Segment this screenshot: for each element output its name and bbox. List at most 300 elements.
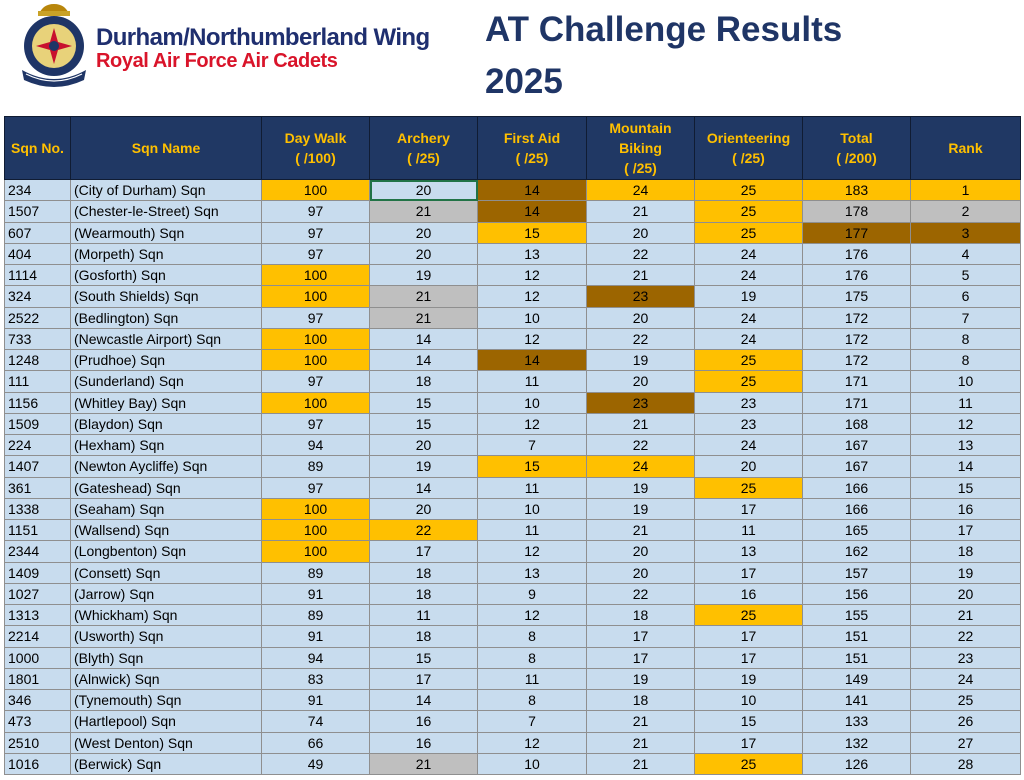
rank-cell[interactable]: 5	[911, 265, 1021, 286]
mountain-biking-cell[interactable]: 18	[587, 605, 695, 626]
sqn-no-cell[interactable]: 2344	[5, 541, 71, 562]
archery-cell[interactable]: 20	[370, 180, 478, 201]
mountain-biking-cell[interactable]: 22	[587, 328, 695, 349]
archery-cell[interactable]: 15	[370, 392, 478, 413]
total-cell[interactable]: 167	[803, 435, 911, 456]
rank-cell[interactable]: 16	[911, 498, 1021, 519]
total-cell[interactable]: 162	[803, 541, 911, 562]
first-aid-cell[interactable]: 14	[478, 350, 587, 371]
orienteering-cell[interactable]: 16	[695, 583, 803, 604]
header-row	[5, 117, 1021, 180]
rank-cell[interactable]: 27	[911, 732, 1021, 753]
day-walk-cell[interactable]: 100	[262, 350, 370, 371]
sqn-name-cell[interactable]: (West Denton) Sqn	[71, 732, 262, 753]
first-aid-cell[interactable]: 12	[478, 605, 587, 626]
column-header-text: Rank	[948, 140, 983, 156]
sqn-no-cell[interactable]: 1156	[5, 392, 71, 413]
sqn-name-cell[interactable]: (Tynemouth) Sqn	[71, 690, 262, 711]
total-cell[interactable]: 171	[803, 392, 911, 413]
mountain-biking-cell[interactable]: 21	[587, 201, 695, 222]
orienteering-cell[interactable]: 13	[695, 541, 803, 562]
day-walk-cell[interactable]: 66	[262, 732, 370, 753]
sqn-name-cell[interactable]: (Whitley Bay) Sqn	[71, 392, 262, 413]
mountain-biking-cell[interactable]: 19	[587, 668, 695, 689]
sqn-no-cell[interactable]: 2510	[5, 732, 71, 753]
mountain-biking-cell[interactable]: 20	[587, 562, 695, 583]
archery-cell[interactable]: 19	[370, 456, 478, 477]
first-aid-cell[interactable]: 14	[478, 180, 587, 201]
table-row	[5, 435, 1021, 456]
total-cell[interactable]: 166	[803, 477, 911, 498]
sqn-no-cell[interactable]: 111	[5, 371, 71, 392]
archery-cell[interactable]: 22	[370, 520, 478, 541]
first-aid-cell[interactable]: 7	[478, 435, 587, 456]
day-walk-cell[interactable]: 97	[262, 413, 370, 434]
sqn-name-cell[interactable]: (South Shields) Sqn	[71, 286, 262, 307]
rank-cell[interactable]: 24	[911, 668, 1021, 689]
first-aid-cell[interactable]: 8	[478, 626, 587, 647]
first-aid-cell[interactable]: 9	[478, 583, 587, 604]
column-header-first-aid[interactable]	[478, 117, 587, 180]
column-header-rank[interactable]	[911, 117, 1021, 180]
orienteering-cell[interactable]: 25	[695, 477, 803, 498]
sqn-name-cell[interactable]: (City of Durham) Sqn	[71, 180, 262, 201]
table-row	[5, 562, 1021, 583]
day-walk-cell[interactable]: 97	[262, 201, 370, 222]
rank-cell[interactable]: 2	[911, 201, 1021, 222]
total-cell[interactable]: 155	[803, 605, 911, 626]
sqn-no-cell[interactable]: 2214	[5, 626, 71, 647]
title-line-2: 2025	[485, 62, 563, 101]
rank-cell[interactable]: 14	[911, 456, 1021, 477]
sqn-no-cell[interactable]: 404	[5, 243, 71, 264]
table-row	[5, 690, 1021, 711]
rank-cell[interactable]: 8	[911, 328, 1021, 349]
sqn-name-cell[interactable]: (Gosforth) Sqn	[71, 265, 262, 286]
archery-cell[interactable]: 11	[370, 605, 478, 626]
column-header-sqn-no[interactable]	[5, 117, 71, 180]
table-row	[5, 498, 1021, 519]
archery-cell[interactable]: 18	[370, 583, 478, 604]
column-header-text: First Aid	[503, 130, 561, 146]
day-walk-cell[interactable]: 97	[262, 222, 370, 243]
table-row	[5, 328, 1021, 349]
sqn-no-cell[interactable]: 1409	[5, 562, 71, 583]
rank-cell[interactable]: 18	[911, 541, 1021, 562]
first-aid-cell[interactable]: 11	[478, 371, 587, 392]
rank-cell[interactable]: 6	[911, 286, 1021, 307]
orienteering-cell[interactable]: 24	[695, 328, 803, 349]
sqn-name-cell[interactable]: (Longbenton) Sqn	[71, 541, 262, 562]
rank-cell[interactable]: 12	[911, 413, 1021, 434]
orienteering-cell[interactable]: 25	[695, 753, 803, 774]
table-row	[5, 732, 1021, 753]
mountain-biking-cell[interactable]: 21	[587, 520, 695, 541]
total-cell[interactable]: 172	[803, 328, 911, 349]
day-walk-cell[interactable]: 91	[262, 626, 370, 647]
archery-cell[interactable]: 18	[370, 626, 478, 647]
mountain-biking-cell[interactable]: 17	[587, 626, 695, 647]
orienteering-cell[interactable]: 20	[695, 456, 803, 477]
mountain-biking-cell[interactable]: 19	[587, 477, 695, 498]
orienteering-cell[interactable]: 17	[695, 626, 803, 647]
rank-cell[interactable]: 7	[911, 307, 1021, 328]
archery-cell[interactable]: 16	[370, 732, 478, 753]
sqn-no-cell[interactable]: 2522	[5, 307, 71, 328]
sqn-name-cell[interactable]: (Blaydon) Sqn	[71, 413, 262, 434]
day-walk-cell[interactable]: 100	[262, 328, 370, 349]
first-aid-cell[interactable]: 12	[478, 413, 587, 434]
orienteering-cell[interactable]: 17	[695, 647, 803, 668]
table-row	[5, 265, 1021, 286]
table-row	[5, 477, 1021, 498]
archery-cell[interactable]: 21	[370, 201, 478, 222]
archery-cell[interactable]: 14	[370, 350, 478, 371]
first-aid-cell[interactable]: 11	[478, 668, 587, 689]
archery-cell[interactable]: 21	[370, 753, 478, 774]
total-cell[interactable]: 172	[803, 307, 911, 328]
first-aid-cell[interactable]: 13	[478, 562, 587, 583]
total-cell[interactable]: 149	[803, 668, 911, 689]
sqn-name-cell[interactable]: (Whickham) Sqn	[71, 605, 262, 626]
sqn-no-cell[interactable]: 1000	[5, 647, 71, 668]
total-cell[interactable]: 156	[803, 583, 911, 604]
rank-cell[interactable]: 1	[911, 180, 1021, 201]
total-cell[interactable]: 177	[803, 222, 911, 243]
archery-cell[interactable]: 19	[370, 265, 478, 286]
column-header-sqn-name[interactable]	[71, 117, 262, 180]
orienteering-cell[interactable]: 25	[695, 222, 803, 243]
total-cell[interactable]: 175	[803, 286, 911, 307]
total-cell[interactable]: 151	[803, 647, 911, 668]
first-aid-cell[interactable]: 8	[478, 690, 587, 711]
first-aid-cell[interactable]: 12	[478, 328, 587, 349]
sqn-name-cell[interactable]: (Berwick) Sqn	[71, 753, 262, 774]
first-aid-cell[interactable]: 15	[478, 222, 587, 243]
orienteering-cell[interactable]: 11	[695, 520, 803, 541]
mountain-biking-cell[interactable]: 23	[587, 286, 695, 307]
archery-cell[interactable]: 20	[370, 243, 478, 264]
mountain-biking-cell[interactable]: 22	[587, 243, 695, 264]
column-header-text: Orienteering	[706, 130, 791, 146]
mountain-biking-cell[interactable]: 21	[587, 413, 695, 434]
table-row	[5, 541, 1021, 562]
column-header-text: Biking	[619, 140, 662, 156]
day-walk-cell[interactable]: 74	[262, 711, 370, 732]
mountain-biking-cell[interactable]: 23	[587, 392, 695, 413]
archery-cell[interactable]: 14	[370, 328, 478, 349]
rank-cell[interactable]: 19	[911, 562, 1021, 583]
sqn-name-cell[interactable]: (Newton Aycliffe) Sqn	[71, 456, 262, 477]
orienteering-cell[interactable]: 17	[695, 562, 803, 583]
mountain-biking-cell[interactable]: 21	[587, 265, 695, 286]
archery-cell[interactable]: 14	[370, 477, 478, 498]
sqn-name-cell[interactable]: (Alnwick) Sqn	[71, 668, 262, 689]
archery-cell[interactable]: 20	[370, 222, 478, 243]
rank-cell[interactable]: 22	[911, 626, 1021, 647]
sqn-no-cell[interactable]: 1027	[5, 583, 71, 604]
sqn-name-cell[interactable]: (Seaham) Sqn	[71, 498, 262, 519]
sqn-no-cell[interactable]: 1313	[5, 605, 71, 626]
sqn-name-cell[interactable]: (Wearmouth) Sqn	[71, 222, 262, 243]
rank-cell[interactable]: 15	[911, 477, 1021, 498]
column-header-text: Total	[840, 130, 873, 146]
first-aid-cell[interactable]: 7	[478, 711, 587, 732]
day-walk-cell[interactable]: 94	[262, 435, 370, 456]
archery-cell[interactable]: 14	[370, 690, 478, 711]
mountain-biking-cell[interactable]: 20	[587, 541, 695, 562]
day-walk-cell[interactable]: 89	[262, 562, 370, 583]
page-title	[485, 4, 842, 108]
first-aid-cell[interactable]: 13	[478, 243, 587, 264]
mountain-biking-cell[interactable]: 20	[587, 307, 695, 328]
total-cell[interactable]: 168	[803, 413, 911, 434]
total-cell[interactable]: 157	[803, 562, 911, 583]
mountain-biking-cell[interactable]: 21	[587, 732, 695, 753]
orienteering-cell[interactable]: 19	[695, 286, 803, 307]
orienteering-cell[interactable]: 24	[695, 307, 803, 328]
first-aid-cell[interactable]: 15	[478, 456, 587, 477]
table-row	[5, 392, 1021, 413]
orienteering-cell[interactable]: 23	[695, 392, 803, 413]
sqn-name-cell[interactable]: (Blyth) Sqn	[71, 647, 262, 668]
archery-cell[interactable]: 21	[370, 307, 478, 328]
table-row	[5, 413, 1021, 434]
table-row	[5, 243, 1021, 264]
mountain-biking-cell[interactable]: 24	[587, 456, 695, 477]
total-cell[interactable]: 171	[803, 371, 911, 392]
sqn-no-cell[interactable]: 1507	[5, 201, 71, 222]
table-row	[5, 520, 1021, 541]
first-aid-cell[interactable]: 12	[478, 265, 587, 286]
orienteering-cell[interactable]: 10	[695, 690, 803, 711]
total-cell[interactable]: 165	[803, 520, 911, 541]
day-walk-cell[interactable]: 83	[262, 668, 370, 689]
rank-cell[interactable]: 26	[911, 711, 1021, 732]
orienteering-cell[interactable]: 25	[695, 350, 803, 371]
sqn-name-cell[interactable]: (Consett) Sqn	[71, 562, 262, 583]
column-header-orienteering[interactable]	[695, 117, 803, 180]
rank-cell[interactable]: 20	[911, 583, 1021, 604]
day-walk-cell[interactable]: 100	[262, 392, 370, 413]
sqn-name-cell[interactable]: (Newcastle Airport) Sqn	[71, 328, 262, 349]
first-aid-cell[interactable]: 10	[478, 392, 587, 413]
sqn-no-cell[interactable]: 1801	[5, 668, 71, 689]
sqn-no-cell[interactable]: 1248	[5, 350, 71, 371]
archery-cell[interactable]: 17	[370, 668, 478, 689]
archery-cell[interactable]: 16	[370, 711, 478, 732]
orienteering-cell[interactable]: 17	[695, 732, 803, 753]
column-header-text: Mountain	[609, 120, 672, 136]
day-walk-cell[interactable]: 97	[262, 371, 370, 392]
rank-cell[interactable]: 17	[911, 520, 1021, 541]
sqn-name-cell[interactable]: (Wallsend) Sqn	[71, 520, 262, 541]
mountain-biking-cell[interactable]: 21	[587, 753, 695, 774]
rank-cell[interactable]: 4	[911, 243, 1021, 264]
mountain-biking-cell[interactable]: 20	[587, 222, 695, 243]
sqn-no-cell[interactable]: 1407	[5, 456, 71, 477]
orienteering-cell[interactable]: 23	[695, 413, 803, 434]
day-walk-cell[interactable]: 89	[262, 456, 370, 477]
archery-cell[interactable]: 18	[370, 371, 478, 392]
rank-cell[interactable]: 3	[911, 222, 1021, 243]
day-walk-cell[interactable]: 94	[262, 647, 370, 668]
archery-cell[interactable]: 21	[370, 286, 478, 307]
mountain-biking-cell[interactable]: 18	[587, 690, 695, 711]
sqn-name-cell[interactable]: (Sunderland) Sqn	[71, 371, 262, 392]
sqn-name-cell[interactable]: (Gateshead) Sqn	[71, 477, 262, 498]
total-cell[interactable]: 126	[803, 753, 911, 774]
page-header	[0, 0, 1024, 116]
sqn-no-cell[interactable]: 473	[5, 711, 71, 732]
day-walk-cell[interactable]: 100	[262, 498, 370, 519]
archery-cell[interactable]: 20	[370, 435, 478, 456]
day-walk-cell[interactable]: 100	[262, 265, 370, 286]
mountain-biking-cell[interactable]: 22	[587, 435, 695, 456]
rank-cell[interactable]: 25	[911, 690, 1021, 711]
day-walk-cell[interactable]: 49	[262, 753, 370, 774]
sqn-no-cell[interactable]: 234	[5, 180, 71, 201]
sqn-name-cell[interactable]: (Usworth) Sqn	[71, 626, 262, 647]
table-row	[5, 647, 1021, 668]
total-cell[interactable]: 166	[803, 498, 911, 519]
mountain-biking-cell[interactable]: 19	[587, 350, 695, 371]
column-header-text: ( /200)	[836, 150, 877, 166]
total-cell[interactable]: 132	[803, 732, 911, 753]
first-aid-cell[interactable]: 14	[478, 201, 587, 222]
day-walk-cell[interactable]: 97	[262, 307, 370, 328]
day-walk-cell[interactable]: 91	[262, 583, 370, 604]
rank-cell[interactable]: 28	[911, 753, 1021, 774]
rank-cell[interactable]: 10	[911, 371, 1021, 392]
orienteering-cell[interactable]: 24	[695, 435, 803, 456]
total-cell[interactable]: 176	[803, 265, 911, 286]
sqn-name-cell[interactable]: (Hexham) Sqn	[71, 435, 262, 456]
column-header-total[interactable]	[803, 117, 911, 180]
column-header-text: ( /25)	[732, 150, 765, 166]
rank-cell[interactable]: 21	[911, 605, 1021, 626]
table-row	[5, 222, 1021, 243]
day-walk-cell[interactable]: 100	[262, 541, 370, 562]
first-aid-cell[interactable]: 10	[478, 307, 587, 328]
first-aid-cell[interactable]: 11	[478, 477, 587, 498]
table-row	[5, 180, 1021, 201]
table-row	[5, 753, 1021, 774]
sqn-no-cell[interactable]: 1016	[5, 753, 71, 774]
day-walk-cell[interactable]: 97	[262, 243, 370, 264]
sqn-no-cell[interactable]: 1151	[5, 520, 71, 541]
first-aid-cell[interactable]: 8	[478, 647, 587, 668]
results-table	[4, 116, 1021, 775]
orienteering-cell[interactable]: 25	[695, 180, 803, 201]
table-row	[5, 307, 1021, 328]
orienteering-cell[interactable]: 15	[695, 711, 803, 732]
sqn-name-cell[interactable]: (Morpeth) Sqn	[71, 243, 262, 264]
sqn-name-cell[interactable]: (Chester-le-Street) Sqn	[71, 201, 262, 222]
total-cell[interactable]: 167	[803, 456, 911, 477]
first-aid-cell[interactable]: 10	[478, 498, 587, 519]
day-walk-cell[interactable]: 100	[262, 286, 370, 307]
total-cell[interactable]: 151	[803, 626, 911, 647]
orienteering-cell[interactable]: 24	[695, 243, 803, 264]
sqn-name-cell[interactable]: (Jarrow) Sqn	[71, 583, 262, 604]
mountain-biking-cell[interactable]: 17	[587, 647, 695, 668]
mountain-biking-cell[interactable]: 20	[587, 371, 695, 392]
sqn-no-cell[interactable]: 224	[5, 435, 71, 456]
orienteering-cell[interactable]: 25	[695, 605, 803, 626]
archery-cell[interactable]: 18	[370, 562, 478, 583]
first-aid-cell[interactable]: 12	[478, 732, 587, 753]
first-aid-cell[interactable]: 10	[478, 753, 587, 774]
orienteering-cell[interactable]: 19	[695, 668, 803, 689]
table-row	[5, 201, 1021, 222]
archery-cell[interactable]: 15	[370, 647, 478, 668]
column-header-text: Sqn No.	[11, 140, 64, 156]
total-cell[interactable]: 183	[803, 180, 911, 201]
column-header-archery[interactable]	[370, 117, 478, 180]
table-row	[5, 668, 1021, 689]
total-cell[interactable]: 172	[803, 350, 911, 371]
column-header-day-walk[interactable]	[262, 117, 370, 180]
sqn-no-cell[interactable]: 733	[5, 328, 71, 349]
orienteering-cell[interactable]: 24	[695, 265, 803, 286]
rank-cell[interactable]: 13	[911, 435, 1021, 456]
sqn-name-cell[interactable]: (Bedlington) Sqn	[71, 307, 262, 328]
total-cell[interactable]: 176	[803, 243, 911, 264]
total-cell[interactable]: 141	[803, 690, 911, 711]
sqn-no-cell[interactable]: 324	[5, 286, 71, 307]
day-walk-cell[interactable]: 91	[262, 690, 370, 711]
first-aid-cell[interactable]: 12	[478, 286, 587, 307]
mountain-biking-cell[interactable]: 21	[587, 711, 695, 732]
day-walk-cell[interactable]: 89	[262, 605, 370, 626]
first-aid-cell[interactable]: 12	[478, 541, 587, 562]
archery-cell[interactable]: 17	[370, 541, 478, 562]
air-cadets-crest-icon	[16, 2, 92, 90]
archery-cell[interactable]: 20	[370, 498, 478, 519]
sqn-no-cell[interactable]: 1114	[5, 265, 71, 286]
column-header-text: ( /100)	[295, 150, 336, 166]
day-walk-cell[interactable]: 100	[262, 180, 370, 201]
sqn-name-cell[interactable]: (Prudhoe) Sqn	[71, 350, 262, 371]
mountain-biking-cell[interactable]: 22	[587, 583, 695, 604]
table-row	[5, 583, 1021, 604]
total-cell[interactable]: 133	[803, 711, 911, 732]
column-header-mountain-biking[interactable]	[587, 117, 695, 180]
rank-cell[interactable]: 8	[911, 350, 1021, 371]
rank-cell[interactable]: 23	[911, 647, 1021, 668]
sqn-no-cell[interactable]: 346	[5, 690, 71, 711]
day-walk-cell[interactable]: 97	[262, 477, 370, 498]
sqn-no-cell[interactable]: 1509	[5, 413, 71, 434]
total-cell[interactable]: 178	[803, 201, 911, 222]
first-aid-cell[interactable]: 11	[478, 520, 587, 541]
table-row	[5, 626, 1021, 647]
sqn-name-cell[interactable]: (Hartlepool) Sqn	[71, 711, 262, 732]
mountain-biking-cell[interactable]: 24	[587, 180, 695, 201]
sqn-no-cell[interactable]: 1338	[5, 498, 71, 519]
orienteering-cell[interactable]: 25	[695, 371, 803, 392]
archery-cell[interactable]: 15	[370, 413, 478, 434]
mountain-biking-cell[interactable]: 19	[587, 498, 695, 519]
sqn-no-cell[interactable]: 361	[5, 477, 71, 498]
orienteering-cell[interactable]: 25	[695, 201, 803, 222]
sqn-no-cell[interactable]: 607	[5, 222, 71, 243]
orienteering-cell[interactable]: 17	[695, 498, 803, 519]
rank-cell[interactable]: 11	[911, 392, 1021, 413]
day-walk-cell[interactable]: 100	[262, 520, 370, 541]
column-header-text: Day Walk	[284, 130, 347, 146]
